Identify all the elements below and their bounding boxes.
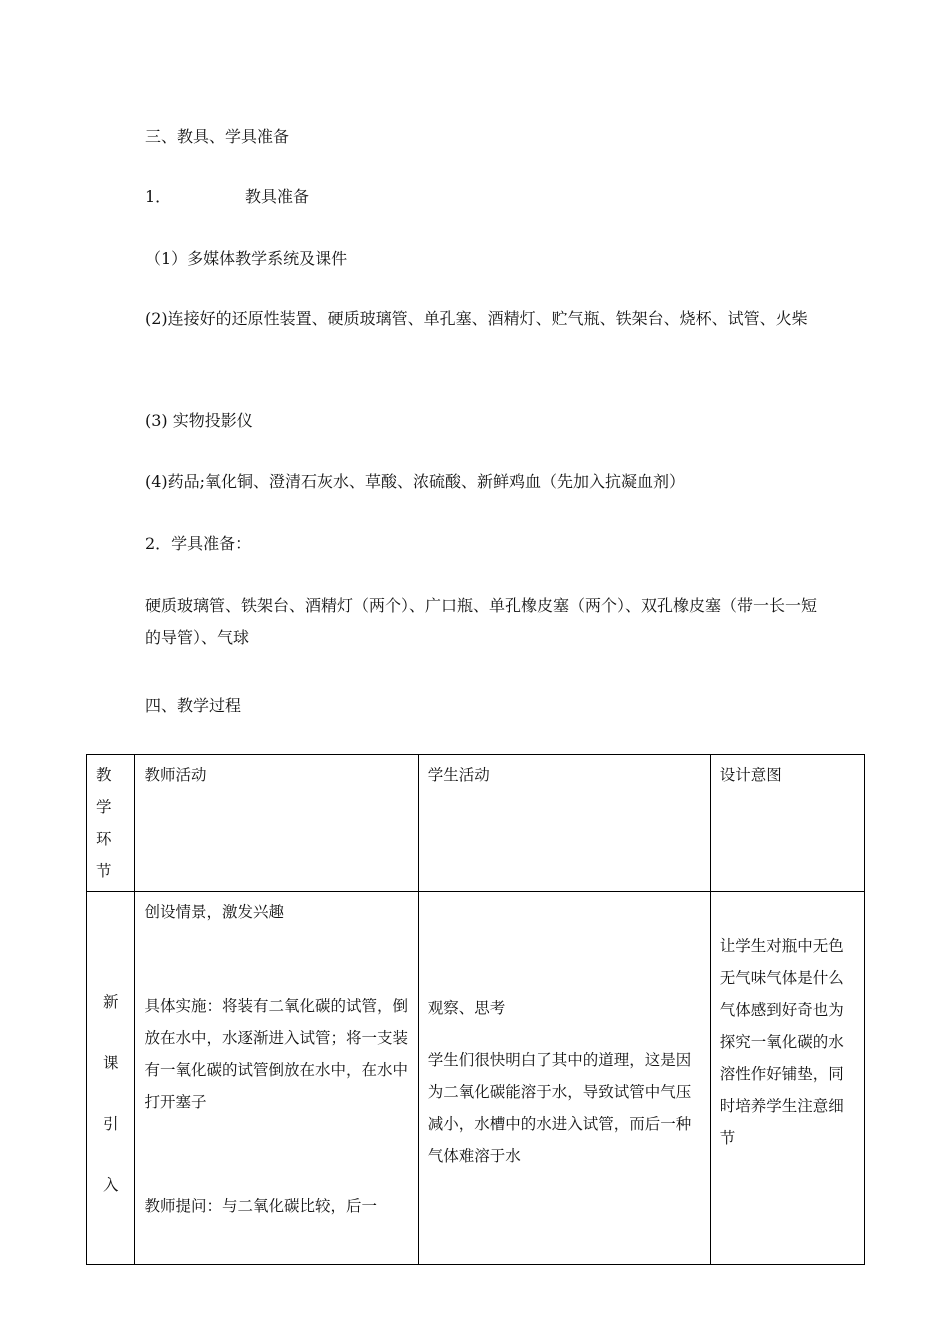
table-row (87, 892, 865, 1265)
phase-char: 入 (102, 1176, 119, 1194)
teacher-activity-title: 创设情景，激发兴趣 (144, 903, 284, 921)
student-prep-content: 硬质玻璃管、铁架台、酒精灯（两个）、广口瓶、单孔橡皮塞（两个）、双孔橡皮塞（带一长一短的导管）、气球 (145, 596, 818, 647)
teaching-process-table (86, 754, 865, 1265)
teacher-prep-number: 1． (145, 187, 172, 206)
phase-cell (87, 892, 135, 1265)
section-heading-process: 四、教学过程 (145, 696, 242, 715)
prep-item-4: (4)药品;氧化铜、澄清石灰水、草酸、浓硫酸、新鲜鸡血（先加入抗凝血剂） (145, 472, 686, 491)
teacher-prep-title: 教具准备 (245, 187, 310, 206)
student-activity-explain: 学生们很快明白了其中的道理，这是因为二氧化碳能溶于水，导致试管中气压减小，水槽中的水进入试管，而后一种气体难溶于水 (427, 1051, 692, 1165)
table-header-row (87, 755, 865, 892)
student-prep-heading: 2．学具准备： (145, 534, 252, 553)
design-intent-text: 让学生对瓶中无色无气味气体是什么气体感到好奇也为探究一氧化碳的水溶性作好铺垫，同时培养学生注意细节 (719, 937, 844, 1147)
design-intent-cell (710, 892, 864, 1265)
header-student: 学生活动 (418, 755, 710, 892)
phase-char: 新 (102, 993, 119, 1011)
teacher-activity-implementation: 具体实施：将装有二氧化碳的试管，倒放在水中，水逐渐进入试管；将一支装有一氧化碳的试管倒放在水中，在水中打开塞子 (144, 997, 408, 1111)
prep-item-3: (3) 实物投影仪 (145, 411, 253, 430)
prep-item-2: (2)连接好的还原性装置、硬质玻璃管、单孔塞、酒精灯、贮气瓶、铁架台、烧杯、试管、火柴 (145, 309, 808, 328)
student-activity-cell (418, 892, 710, 1265)
student-activity-observe: 观察、思考 (427, 999, 506, 1017)
header-phase: 教学环节 (87, 755, 135, 892)
header-teacher: 教师活动 (135, 755, 418, 892)
teacher-activity-cell (135, 892, 418, 1265)
header-intent: 设计意图 (710, 755, 864, 892)
section-heading-tools: 三、教具、学具准备 (145, 127, 290, 146)
phase-char: 课 (102, 1054, 119, 1072)
phase-char: 引 (102, 1115, 119, 1133)
teacher-activity-question: 教师提问：与二氧化碳比较，后一 (144, 1197, 377, 1215)
teacher-prep-heading (145, 187, 309, 207)
prep-item-1: （1）多媒体教学系统及课件 (145, 249, 348, 268)
